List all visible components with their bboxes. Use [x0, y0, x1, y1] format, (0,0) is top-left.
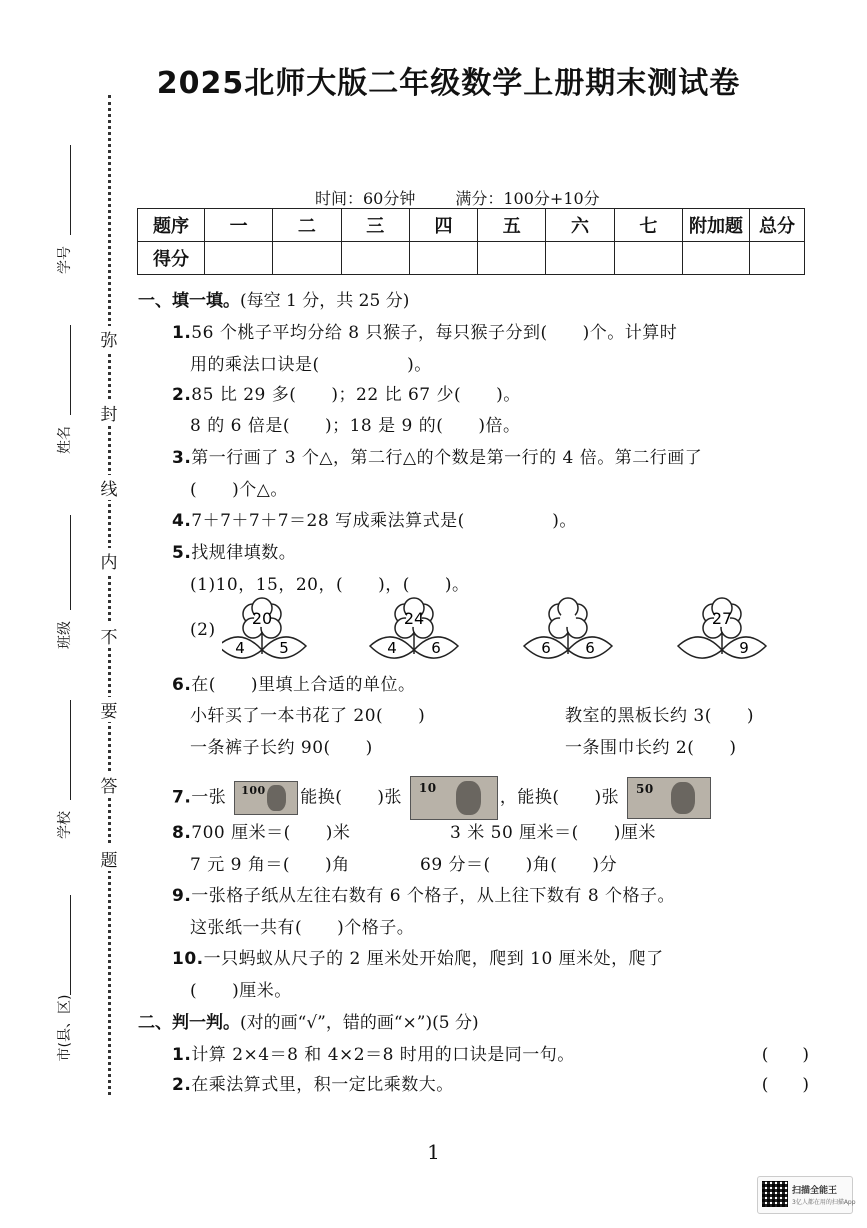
score-cell[interactable]	[341, 242, 409, 275]
question-9	[172, 881, 675, 906]
question-2	[172, 380, 521, 405]
question-text: 找规律填数。	[191, 543, 297, 563]
scanner-name: 扫描全能王	[792, 1186, 838, 1196]
conversion-item: 69 分＝( )角( )分	[420, 855, 618, 875]
score-table	[137, 208, 805, 275]
question-3	[172, 443, 702, 468]
answer-parentheses[interactable]: ( )	[761, 1045, 809, 1065]
name-line[interactable]	[70, 325, 71, 415]
question-number: 3.	[172, 448, 192, 468]
seal-char: 封	[96, 400, 122, 425]
flower-right-number: 6	[585, 639, 595, 657]
seal-char: 线	[96, 475, 122, 500]
exam-full-score: 满分：100分+10分	[455, 189, 600, 208]
score-header-cell: 一	[205, 209, 273, 242]
flower-pattern	[222, 596, 802, 668]
student-id-line[interactable]	[70, 145, 71, 235]
flower-left-number: 4	[387, 639, 397, 657]
question-7	[172, 776, 713, 820]
conversion-item: 3 米 50 厘米＝( )厘米	[450, 823, 656, 843]
question-number: 5.	[172, 543, 192, 563]
seal-char: 弥	[96, 326, 122, 351]
question-text: 能换( )张	[300, 787, 402, 808]
district-label: 市(县、区)	[57, 994, 73, 1062]
question-text: 计算 2×4＝8 和 4×2＝8 时用的口诀是同一句。	[191, 1045, 575, 1065]
question-text: 7＋7＋7＋7＝28 写成乘法算式是( )。	[191, 511, 577, 531]
banknote-value: 50	[636, 782, 654, 796]
score-row-label: 得分	[138, 242, 205, 275]
conversion-item: 7 元 9 角＝( )角	[190, 855, 350, 875]
score-cell[interactable]	[683, 242, 750, 275]
score-header-cell: 七	[614, 209, 682, 242]
qr-code-icon	[762, 1181, 788, 1207]
score-header-cell: 六	[546, 209, 614, 242]
question-text: 一张	[191, 787, 227, 808]
score-table-score-row	[138, 242, 805, 275]
school-label: 学校	[57, 811, 73, 839]
question-5	[172, 538, 296, 563]
question-number: 7.	[172, 787, 192, 808]
question-4	[172, 506, 577, 531]
score-cell[interactable]	[614, 242, 682, 275]
question-text: 一只蚂蚁从尺子的 2 厘米处开始爬，爬到 10 厘米处，爬了	[203, 949, 664, 969]
conversion-item: 700 厘米＝( )米	[191, 823, 351, 843]
seal-char: 要	[96, 697, 122, 722]
question-number: 10.	[172, 949, 204, 969]
question-9-cont: 这张纸一共有( )个格子。	[190, 918, 415, 938]
score-header-cell: 总分	[750, 209, 805, 242]
score-cell[interactable]	[478, 242, 546, 275]
judge-question-2	[172, 1070, 454, 1095]
flower-right-number: 5	[279, 639, 289, 657]
class-line[interactable]	[70, 515, 71, 610]
question-3-cont: ( )个△。	[190, 480, 288, 500]
section-1-note: (每空 1 分，共 25 分)	[240, 291, 410, 311]
question-8	[172, 818, 350, 843]
flower-left-number: 6	[541, 639, 551, 657]
score-cell[interactable]	[409, 242, 477, 275]
question-1	[172, 318, 677, 343]
student-id-label: 学号	[57, 246, 73, 274]
flower	[524, 598, 612, 658]
question-number: 2.	[172, 385, 192, 405]
flower	[678, 598, 766, 658]
name-label: 姓名	[57, 426, 73, 454]
unit-item: 一条裤子长约 90( )	[190, 738, 373, 758]
question-text: 第一行画了 3 个△，第二行△的个数是第一行的 4 倍。第二行画了	[191, 448, 703, 468]
seal-dotted-line	[108, 95, 111, 1095]
banknote-10	[410, 776, 498, 820]
section-2-note: (对的画“√”，错的画“×”)(5 分)	[240, 1013, 479, 1033]
answer-parentheses[interactable]: ( )	[761, 1075, 809, 1095]
section-1-heading	[138, 286, 409, 311]
score-header-cell: 附加题	[683, 209, 750, 242]
unit-item: 小轩买了一本书花了 20( )	[190, 706, 426, 726]
question-5-part-2-label: (2)	[190, 620, 216, 640]
scanner-watermark	[757, 1176, 856, 1214]
seal-char: 题	[96, 846, 122, 871]
question-5-part-1: (1)10，15，20，( )，( )。	[190, 575, 470, 595]
question-number: 9.	[172, 886, 192, 906]
question-2-cont: 8 的 6 倍是( )；18 是 9 的( )倍。	[190, 416, 521, 436]
district-line[interactable]	[70, 895, 71, 995]
unit-item: 教室的黑板长约 3( )	[565, 706, 754, 726]
question-text: 56 个桃子平均分给 8 只猴子，每只猴子分到( )个。计算时	[191, 323, 678, 343]
score-header-cell: 二	[273, 209, 341, 242]
question-6	[172, 670, 416, 695]
flower-leaf	[678, 637, 722, 658]
section-1-title: 一、填一填。	[138, 291, 240, 311]
seal-char: 不	[96, 623, 122, 648]
score-cell[interactable]	[273, 242, 341, 275]
judge-question-1	[172, 1040, 575, 1065]
scanner-slogan: 3亿人都在用的扫描App	[792, 1199, 856, 1206]
section-2-heading	[138, 1008, 479, 1033]
section-2-title: 二、判一判。	[138, 1013, 240, 1033]
page-number: 1	[427, 1140, 440, 1164]
question-text: 85 比 29 多( )；22 比 67 少( )。	[191, 385, 521, 405]
question-1-cont: 用的乘法口诀是( )。	[190, 355, 432, 375]
seal-char: 答	[96, 772, 122, 797]
question-number: 6.	[172, 675, 192, 695]
banknote-value: 100	[241, 784, 266, 797]
flower-top-number: 27	[711, 609, 733, 628]
score-table-header-row	[138, 209, 805, 242]
question-number: 8.	[172, 823, 192, 843]
flower-left-number: 4	[235, 639, 245, 657]
flower-center	[560, 611, 576, 627]
score-cell[interactable]	[205, 242, 273, 275]
banknote-50	[627, 777, 711, 819]
question-text: ，能换( )张	[499, 787, 620, 808]
exam-time: 时间：60分钟	[315, 189, 416, 208]
score-header-cell: 题序	[138, 209, 205, 242]
question-10	[172, 944, 664, 969]
question-10-cont: ( )厘米。	[190, 981, 292, 1001]
question-number: 1.	[172, 323, 192, 343]
score-cell[interactable]	[546, 242, 614, 275]
flower	[222, 598, 306, 658]
question-text: 在( )里填上合适的单位。	[191, 675, 416, 695]
seal-char: 内	[96, 548, 122, 573]
score-cell[interactable]	[750, 242, 805, 275]
school-line[interactable]	[70, 700, 71, 800]
score-header-cell: 三	[341, 209, 409, 242]
question-text: 在乘法算式里，积一定比乘数大。	[191, 1075, 454, 1095]
flower-right-number: 6	[431, 639, 441, 657]
unit-item: 一条围巾长约 2( )	[565, 738, 737, 758]
question-text: 一张格子纸从左往右数有 6 个格子，从上往下数有 8 个格子。	[191, 886, 676, 906]
flower-right-number: 9	[739, 639, 749, 657]
banknote-value: 10	[418, 781, 437, 795]
banknote-100	[234, 781, 298, 815]
flower-top-number: 24	[403, 609, 425, 628]
question-number: 1.	[172, 1045, 192, 1065]
score-header-cell: 四	[409, 209, 477, 242]
score-header-cell: 五	[478, 209, 546, 242]
flower-top-number: 20	[251, 609, 273, 628]
question-number: 4.	[172, 511, 192, 531]
page-title: 2025北师大版二年级数学上册期末测试卷	[156, 66, 741, 101]
question-number: 2.	[172, 1075, 192, 1095]
class-label: 班级	[57, 621, 73, 649]
exam-meta	[315, 186, 600, 209]
flower	[370, 598, 458, 658]
